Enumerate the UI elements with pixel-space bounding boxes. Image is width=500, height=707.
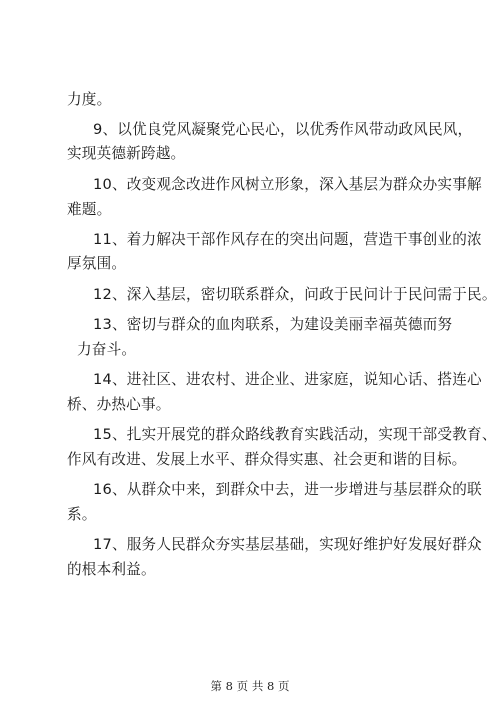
text-line: 力奋斗。 bbox=[77, 341, 137, 358]
text-line: 16、从群众中来，到群众中去，进一步增进与基层群众的联 bbox=[93, 481, 482, 498]
text-line: 的根本利益。 bbox=[67, 561, 156, 578]
text-line: 作风有改进、发展上水平、群众得实惠、社会更和谐的目标。 bbox=[67, 451, 467, 468]
text-line: 桥、办热心事。 bbox=[67, 396, 171, 413]
page-number-footer: 第 8 页 共 8 页 bbox=[210, 679, 290, 693]
text-line: 17、服务人民群众夯实基层基础，实现好维护好发展好群众 bbox=[93, 536, 482, 553]
text-line: 15、扎实开展党的群众路线教育实践活动，实现干部受教育、 bbox=[93, 426, 497, 443]
text-line: 难题。 bbox=[67, 201, 112, 218]
text-line: 力度。 bbox=[67, 91, 112, 108]
text-line: 实现英德新跨越。 bbox=[67, 145, 186, 162]
text-line: 14、进社区、进农村、进企业、进家庭，说知心话、搭连心 bbox=[93, 371, 482, 388]
text-line: 12、深入基层，密切联系群众，问政于民问计于民问需于民。 bbox=[93, 286, 497, 303]
text-line: 系。 bbox=[67, 506, 97, 523]
text-line: 11、着力解决干部作风存在的突出问题，营造干事创业的浓 bbox=[93, 231, 482, 248]
text-line: 10、改变观念改进作风树立形象，深入基层为群众办实事解 bbox=[93, 176, 482, 193]
text-line: 9、以优良党风凝聚党心民心，以优秀作风带动政风民风， bbox=[93, 121, 473, 138]
text-line: 厚氛围。 bbox=[67, 255, 127, 272]
text-line: 13、密切与群众的血肉联系，为建设美丽幸福英德而努 bbox=[93, 316, 453, 333]
